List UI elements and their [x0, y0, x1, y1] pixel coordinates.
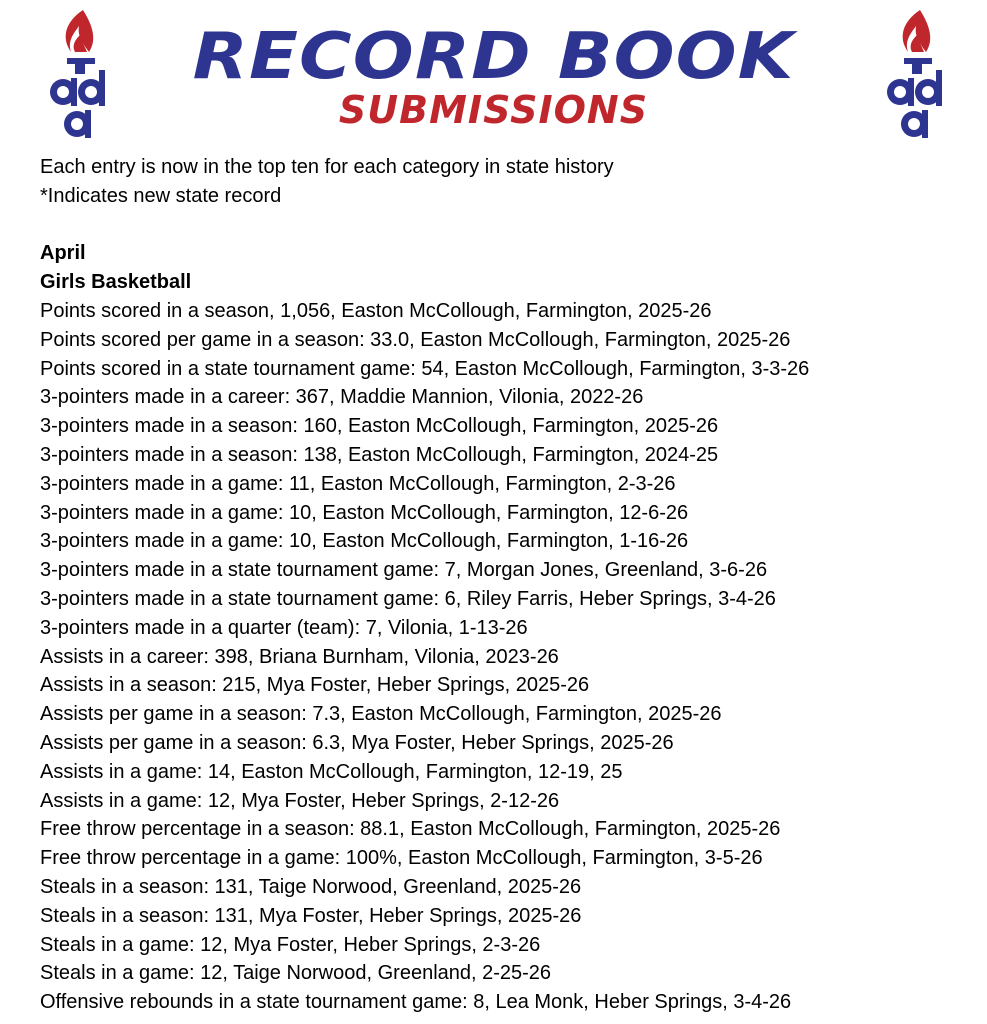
header: [0, 0, 987, 150]
torch-aaa-logo-icon: [45, 8, 117, 144]
page-title: RECORD BOOK: [192, 20, 795, 94]
list-item: 3-pointers made in a game: 11, Easton McCollough, Farmington, 2-3-26: [40, 472, 676, 495]
page-subtitle: SUBMISSIONS: [338, 88, 649, 132]
month-heading: April: [40, 242, 86, 265]
list-item: 3-pointers made in a state tournament game: 6, Riley Farris, Heber Springs, 3-4-26: [40, 587, 776, 610]
list-item: 3-pointers made in a quarter (team): 7, Vilonia, 1-13-26: [40, 616, 528, 639]
list-item: Points scored per game in a season: 33.0, Easton McCollough, Farmington, 2025-26: [40, 328, 791, 351]
list-item: 3-pointers made in a game: 10, Easton McCollough, Farmington, 12-6-26: [40, 501, 689, 524]
list-item: Steals in a season: 131, Mya Foster, Heber Springs, 2025-26: [40, 904, 582, 927]
list-item: Assists in a game: 12, Mya Foster, Heber Springs, 2-12-26: [40, 789, 560, 812]
list-item: Offensive rebounds in a state tournament game: 8, Lea Monk, Heber Springs, 3-4-26: [40, 991, 792, 1014]
spacer: [40, 211, 970, 240]
title-block: [150, 22, 837, 132]
intro-line: Each entry is now in the top ten for each category in state history: [40, 156, 614, 178]
entries-list: [40, 297, 970, 1017]
list-item: Assists in a career: 398, Briana Burnham, Vilonia, 2023-26: [40, 645, 559, 668]
list-item: Steals in a game: 12, Taige Norwood, Greenland, 2-25-26: [40, 962, 552, 985]
list-item: Free throw percentage in a game: 100%, Easton McCollough, Farmington, 3-5-26: [40, 847, 763, 870]
record-list-content: [40, 153, 970, 1017]
list-item: Steals in a season: 131, Taige Norwood, Greenland, 2025-26: [40, 875, 582, 898]
list-item: 3-pointers made in a season: 138, Easton McCollough, Farmington, 2024-25: [40, 443, 719, 466]
list-item: Steals in a game: 12, Mya Foster, Heber Springs, 2-3-26: [40, 933, 541, 956]
list-item: Assists per game in a season: 6.3, Mya Foster, Heber Springs, 2025-26: [40, 731, 674, 754]
list-item: 3-pointers made in a game: 10, Easton McCollough, Farmington, 1-16-26: [40, 530, 689, 553]
list-item: 3-pointers made in a state tournament game: 7, Morgan Jones, Greenland, 3-6-26: [40, 559, 768, 582]
list-item: Points scored in a state tournament game: 54, Easton McCollough, Farmington, 3-3-26: [40, 357, 810, 380]
sport-heading: Girls Basketball: [40, 271, 192, 294]
record-note: *Indicates new state record: [40, 184, 282, 207]
list-item: 3-pointers made in a career: 367, Maddie Mannion, Vilonia, 2022-26: [40, 386, 644, 409]
list-item: 3-pointers made in a season: 160, Easton McCollough, Farmington, 2025-26: [40, 415, 719, 438]
list-item: Assists per game in a season: 7.3, Easton McCollough, Farmington, 2025-26: [40, 703, 722, 726]
list-item: Points scored in a season, 1,056, Easton McCollough, Farmington, 2025-26: [40, 299, 712, 322]
list-item: Free throw percentage in a season: 88.1, Easton McCollough, Farmington, 2025-26: [40, 818, 781, 841]
list-item: Assists in a game: 14, Easton McCollough, Farmington, 12-19, 25: [40, 760, 623, 783]
torch-aaa-logo-icon: [882, 8, 954, 144]
list-item: Assists in a season: 215, Mya Foster, Heber Springs, 2025-26: [40, 674, 590, 697]
